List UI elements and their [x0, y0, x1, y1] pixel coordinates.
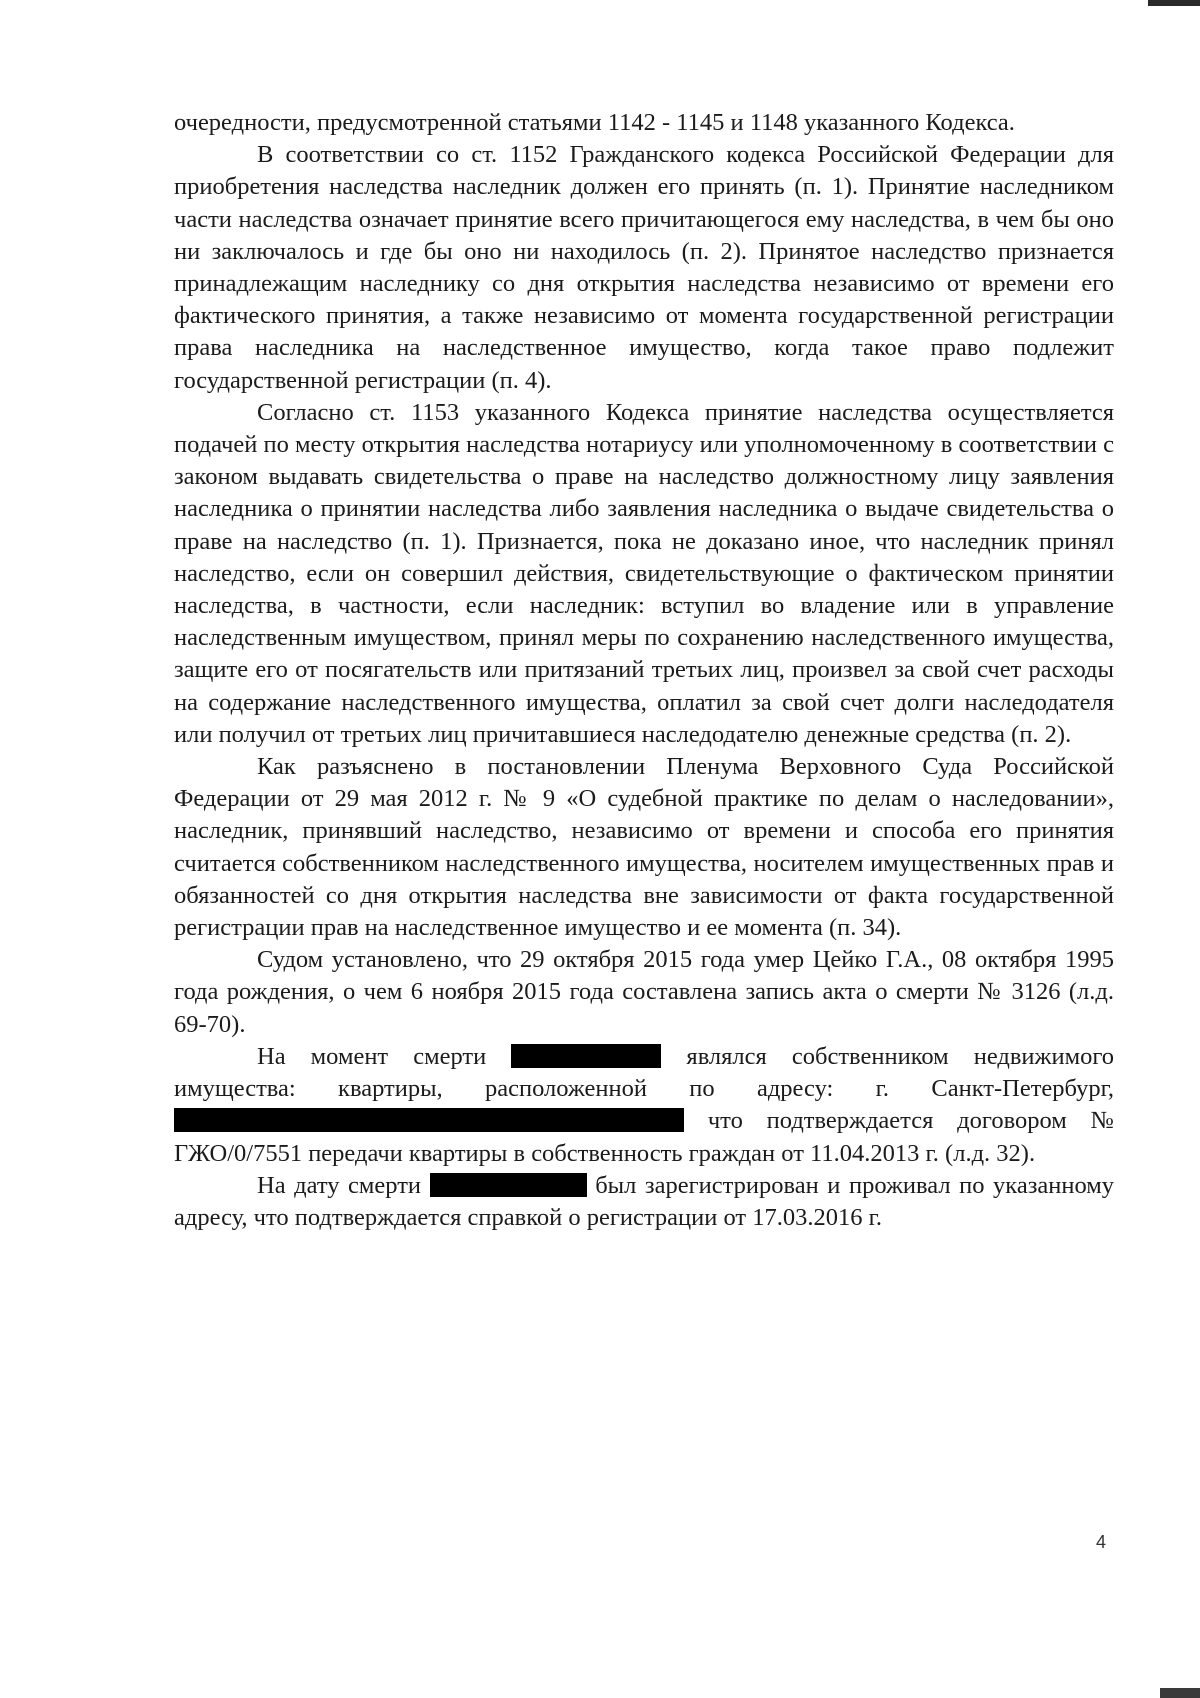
paragraph-6-part-c: что подтверждается договором № ГЖО/0/7551 передачи квартиры в собственность граждан от 11.04.2013 г. (л.д. 32). [174, 1107, 1115, 1167]
redaction-block [511, 1044, 661, 1068]
paragraph-6-part-a: На момент смерти [257, 1042, 487, 1070]
paragraph-7-part-b: был зарегистрирован и проживал по указанному адресу, что подтверждается справкой о регистрации от 17.03.2016 г. [174, 1171, 1115, 1231]
paragraph-3: Согласно ст. 1153 указанного Кодекса принятие наследства осуществляется подачей по месту открытия наследства нотариусу или уполномоченному в соответствии с законом выдавать свидетельства о праве на наследство должностному лицу заявления наследника о принятии наследства либо заявления наследника о выдаче свидетельства о праве на наследство (п. 1). Признается, пока не доказано иное, что наследник принял наследство, если он совершил действия, свидетельствующие о фактическом принятии наследства, в частности, если наследник: вступил во владение или в управление наследственным имуществом, принял меры по сохранению наследственного имущества, защите его от посягательств или притязаний третьих лиц, произвел за свой счет расходы на содержание наследственного имущества, оплатил за свой счет долги наследодателя или получил от третьих лиц причитавшиеся наследодателю денежные средства (п. 2). [174, 398, 1114, 748]
paragraph-1: очередности, предусмотренной статьями 1142 - 1145 и 1148 указанного Кодекса. [174, 109, 1015, 136]
redaction-block [430, 1173, 587, 1197]
paragraph-4: Как разъяснено в постановлении Пленума Верховного Суда Российской Федерации от 29 мая 2012 г. № 9 «О судебной практике по делам о наследовании», наследник, принявший наследство, независимо от времени и способа его принятия считается собственником наследственного имущества, носителем имущественных прав и обязанностей со дня открытия наследства вне зависимости от факта государственной регистрации прав на наследственное имущество и ее момента (п. 34). [174, 753, 1114, 942]
page-number: 4 [1096, 1532, 1107, 1552]
paragraph-7 [174, 1170, 1114, 1234]
paragraph-6-part-b: являлся собственником недвижимого имущества: квартиры, расположенной по адресу: г. Санкт-Петербург, [174, 1042, 1115, 1103]
paragraph-2: В соответствии со ст. 1152 Гражданского кодекса Российской Федерации для приобретения наследства наследник должен его принять (п. 1). Принятие наследником части наследства означает принятие всего причитающегося ему наследства, в чем бы оно ни заключалось и где бы оно ни находилось (п. 2). Принятое наследство признается принадлежащим наследнику со дня открытия наследства независимо от времени его фактического принятия, а также независимо от момента государственной регистрации права наследника на наследственное имущество, когда такое право подлежит государственной регистрации (п. 4). [174, 141, 1114, 394]
paragraph-5: Судом установлено, что 29 октября 2015 года умер Цейко Г.А., 08 октября 1995 года рождения, о чем 6 ноября 2015 года составлена запись акта о смерти № 3126 (л.д. 69-70). [174, 946, 1114, 1038]
paragraph-7-part-a: На дату смерти [257, 1171, 422, 1199]
scan-edge-mark [1160, 1688, 1200, 1698]
paragraph-6 [174, 1041, 1114, 1170]
scan-edge-mark [1148, 0, 1200, 6]
redaction-block [174, 1108, 684, 1132]
document-body [174, 107, 1114, 1234]
